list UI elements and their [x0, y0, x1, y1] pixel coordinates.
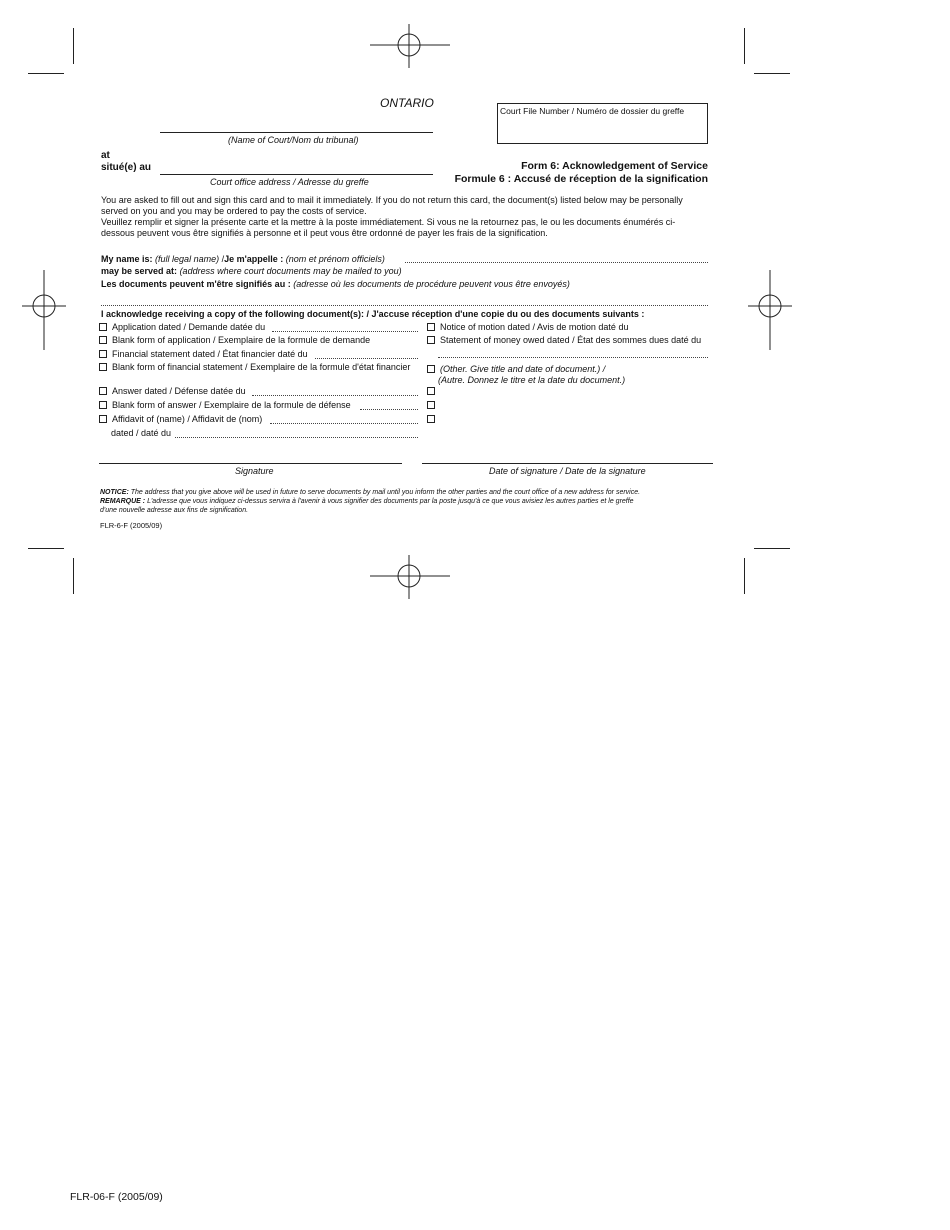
notice-label: NOTICE:: [100, 489, 129, 496]
served-row: [101, 266, 402, 277]
answer-date-field[interactable]: [252, 395, 418, 396]
acknowledge-heading: I acknowledge receiving a copy of the following document(s): / J'accuse réception d'une copie du ou des documents suivants :: [101, 309, 645, 319]
money-owed-date-field[interactable]: [438, 357, 708, 358]
form-code-footer: FLR-06-F (2005/09): [70, 1191, 163, 1203]
served-fr-hint: (adresse où les documents de procédure peuvent vous être envoyés): [293, 279, 570, 289]
doc-other[interactable]: [427, 364, 605, 375]
registration-mark-top: [370, 24, 450, 68]
court-address-line[interactable]: [160, 174, 433, 175]
court-name-line[interactable]: [160, 132, 433, 133]
doc-other-2[interactable]: [427, 400, 440, 411]
doc-money-owed[interactable]: [427, 335, 701, 346]
at-label: at: [101, 150, 110, 161]
doc-notice-motion[interactable]: [427, 322, 628, 333]
name-separator: /: [219, 254, 225, 264]
name-hint: (full legal name): [155, 254, 220, 264]
checkbox-financial-statement[interactable]: [99, 350, 107, 358]
instructions-en-line2: served on you and you may be ordered to pay the costs of service.: [101, 206, 367, 216]
doc-blank-application-label: Blank form of application / Exemplaire de la formule de demande: [112, 335, 371, 345]
instructions-fr-line2: dessous peuvent vous être signifiés à personne et il peut vous être ordonné de payer les frais de la signification.: [101, 228, 548, 238]
notice-line: [100, 488, 640, 497]
checkbox-money-owed[interactable]: [427, 336, 435, 344]
doc-blank-answer-label: Blank form of answer / Exemplaire de la formule de défense: [112, 400, 351, 410]
signature-date-line[interactable]: [422, 463, 713, 464]
checkbox-notice-motion[interactable]: [427, 323, 435, 331]
name-fr-label: Je m'appelle :: [224, 254, 284, 264]
blank-answer-field[interactable]: [360, 409, 418, 410]
affidavit-name-field[interactable]: [270, 423, 418, 424]
remarque-line-2: d'une nouvelle adresse aux fins de signification.: [100, 507, 249, 514]
signature-date-label: Date of signature / Date de la signature: [489, 466, 646, 476]
served-label: may be served at:: [101, 266, 178, 276]
name-fr-hint: (nom et prénom officiels): [285, 254, 385, 264]
doc-affidavit[interactable]: [99, 414, 262, 425]
court-file-number-box[interactable]: [497, 103, 708, 144]
doc-application[interactable]: [99, 322, 265, 333]
registration-mark-bottom: [370, 555, 450, 599]
doc-other-1[interactable]: [427, 386, 440, 397]
served-fr-label: Les documents peuvent m'être signifiés au :: [101, 279, 291, 289]
court-name-label: (Name of Court/Nom du tribunal): [228, 135, 359, 145]
court-address-label: Court office address / Adresse du greffe: [210, 177, 369, 187]
checkbox-other-1[interactable]: [427, 387, 435, 395]
jurisdiction-title: ONTARIO: [380, 96, 434, 110]
doc-answer[interactable]: [99, 386, 246, 397]
doc-other-label-fr: (Autre. Donnez le titre et la date du document.): [438, 375, 626, 385]
doc-blank-application[interactable]: [99, 335, 370, 346]
doc-other-3[interactable]: [427, 414, 440, 425]
registration-mark-right: [748, 270, 792, 350]
name-row: [101, 254, 385, 265]
doc-other-label-en: (Other. Give title and date of document.) /: [440, 364, 606, 374]
signature-line[interactable]: [99, 463, 402, 464]
checkbox-blank-financial[interactable]: [99, 363, 107, 371]
doc-financial-statement-label: Financial statement dated / État financier daté du: [112, 349, 308, 359]
served-fr-row: [101, 279, 570, 290]
checkbox-application[interactable]: [99, 323, 107, 331]
doc-money-owed-label: Statement of money owed dated / État des sommes dues daté du: [440, 335, 702, 345]
situe-label: situé(e) au: [101, 162, 152, 173]
doc-application-label: Application dated / Demande datée du: [112, 322, 266, 332]
doc-blank-financial[interactable]: [99, 362, 410, 373]
instructions-fr-line1: Veuillez remplir et signer la présente carte et la mettre à la poste immédiatement. Si vous ne la retournez pas, le ou les documents énumérés ci-: [101, 217, 676, 227]
checkbox-other-2[interactable]: [427, 401, 435, 409]
application-date-field[interactable]: [272, 331, 418, 332]
form-title-fr: Formule 6 : Accusé de réception de la signification: [454, 173, 708, 185]
form-code-small: FLR-6-F (2005/09): [100, 521, 163, 530]
checkbox-other[interactable]: [427, 365, 435, 373]
form-title-en: Form 6: Acknowledgement of Service: [521, 160, 708, 172]
doc-financial-statement[interactable]: [99, 349, 308, 360]
doc-answer-label: Answer dated / Défense datée du: [112, 386, 246, 396]
remarque-label: REMARQUE :: [100, 498, 146, 505]
checkbox-blank-answer[interactable]: [99, 401, 107, 409]
registration-mark-left: [22, 270, 66, 350]
court-file-number-label: Court File Number / Numéro de dossier du greffe: [500, 106, 685, 116]
financial-statement-date-field[interactable]: [315, 358, 418, 359]
served-hint: (address where court documents may be mailed to you): [179, 266, 402, 276]
doc-affidavit-label: Affidavit of (name) / Affidavit de (nom): [112, 414, 263, 424]
checkbox-other-3[interactable]: [427, 415, 435, 423]
signature-label: Signature: [235, 466, 274, 476]
name-label: My name is:: [101, 254, 153, 264]
affidavit-date-field[interactable]: [175, 437, 418, 438]
instructions-en-line1: You are asked to fill out and sign this card and to mail it immediately. If you do not return this card, the document(s) listed below may be personally: [101, 195, 683, 205]
doc-notice-motion-label: Notice of motion dated / Avis de motion daté du: [440, 322, 629, 332]
full-name-field[interactable]: [405, 262, 708, 263]
affidavit-dated-label: dated / daté du: [111, 428, 172, 438]
doc-blank-answer[interactable]: [99, 400, 351, 411]
service-address-field[interactable]: [101, 305, 708, 306]
doc-blank-financial-label: Blank form of financial statement / Exemplaire de la formule d'état financier: [112, 362, 411, 372]
remarque-text: L'adresse que vous indiquez ci-dessus servira à l'avenir à vous signifier des documents par la poste jusqu'à ce que vous avisiez les autres parties et le greffe: [147, 498, 634, 505]
checkbox-blank-application[interactable]: [99, 336, 107, 344]
remarque-line: [100, 497, 634, 506]
checkbox-affidavit[interactable]: [99, 415, 107, 423]
notice-text: The address that you give above will be used in future to serve documents by mail until you inform the other parties and the court office of a new address for service.: [130, 489, 641, 496]
checkbox-answer[interactable]: [99, 387, 107, 395]
